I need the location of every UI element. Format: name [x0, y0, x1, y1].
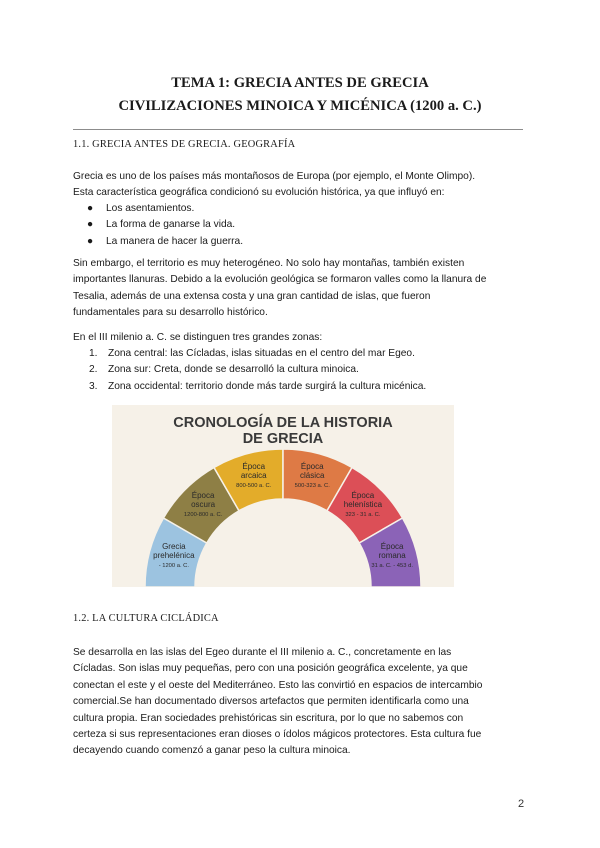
- segment-label-line: Época: [242, 461, 266, 471]
- segment-label-line: prehelénica: [153, 550, 195, 560]
- text-line: decayendo cuando comenzó a ganar peso la cultura minoica.: [73, 745, 351, 757]
- segment-label-line: Época: [191, 491, 215, 501]
- title-divider: [73, 129, 523, 130]
- list-item: [73, 379, 533, 395]
- paragraph-zones-intro: [73, 330, 533, 346]
- bullet-icon: ●: [87, 219, 94, 231]
- segment-label-line: 1200-800 a. C.: [183, 512, 223, 519]
- segment-label-line: Época: [300, 461, 324, 471]
- list-number: 1.: [89, 348, 98, 359]
- chronology-figure: [112, 405, 454, 587]
- list-number: 2.: [89, 364, 98, 376]
- figure-title-line2: DE GRECIA: [242, 431, 324, 447]
- text-line: fundamentales para su desarrollo histórico.: [73, 307, 268, 319]
- list-item-text: Los asentamientos.: [106, 203, 195, 214]
- list-item-text: Zona sur: Creta, donde se desarrolló la cultura minoica.: [108, 364, 359, 376]
- text-line: certeza si sus representaciones eran dioses o ídolos mágicos protectores. Esta cultura fue: [73, 729, 482, 741]
- chronology-segments: [145, 449, 421, 587]
- segment-label-line: 31 a. C. - 453 d.: [371, 562, 413, 569]
- bullet-icon: ●: [87, 235, 94, 247]
- text-line: importantes llanuras. Debido a la evolución geológica se formaron valles como la llanura de: [73, 274, 487, 286]
- list-item-text: La forma de ganarse la vida.: [106, 219, 236, 231]
- segment-label-line: 500-323 a. C.: [294, 482, 330, 489]
- list-item: [73, 346, 533, 362]
- segment-label-line: Grecia: [162, 541, 186, 551]
- text-line: Esta característica geográfica condicionó su evolución histórica, ya que influyó en:: [73, 187, 445, 199]
- list-item-text: Zona central: las Cícladas, islas situadas en el centro del mar Egeo.: [108, 348, 415, 359]
- text-line: Tesalia, además de una extensa costa y una gran cantidad de islas, que fueron: [73, 290, 431, 302]
- segment-label-line: Época: [351, 491, 375, 501]
- text-line: Grecia es uno de los países más montañosos de Europa (por ejemplo, el Monte Olimpo).: [73, 171, 476, 182]
- text-line: En el III milenio a. C. se distinguen tres grandes zonas:: [73, 332, 323, 343]
- paragraph-intro: [73, 169, 533, 202]
- list-number: 3.: [89, 380, 98, 392]
- page-number: 2: [518, 798, 525, 810]
- text-line: Sin embargo, el territorio es muy heterogéneo. No solo hay montañas, también existen: [73, 258, 465, 269]
- segment-label-line: oscura: [191, 500, 216, 510]
- numbered-list-zones: [73, 346, 533, 395]
- bullet-list-influences: [73, 201, 533, 250]
- text-line: Se desarrolla en las islas del Egeo durante el III milenio a. C., concretamente en las: [73, 647, 452, 658]
- segment-label-line: helenística: [343, 500, 383, 510]
- text-line: Cícladas. Son islas muy pequeñas, pero con una posición geográfica excelente, ya que: [73, 663, 468, 675]
- list-item: [73, 234, 533, 250]
- segment-label-line: romana: [378, 550, 406, 560]
- chronology-diagram: [112, 405, 454, 587]
- segment-label-line: Época: [380, 541, 404, 551]
- list-item-text: La manera de hacer la guerra.: [106, 235, 244, 247]
- list-item: [73, 362, 533, 378]
- list-item: [73, 217, 533, 233]
- figure-title: CRONOLOGÍA DE LA HISTORIA: [173, 415, 393, 431]
- segment-label-line: clásica: [300, 470, 325, 480]
- page-subtitle: CIVILIZACIONES MINOICA Y MICÉNICA (1200 a. C.): [118, 98, 482, 114]
- segment-label-line: - 1200 a. C.: [158, 562, 189, 569]
- text-line: conectan el este y el oeste del Mediterráneo. Esto las convirtió en espacios de intercambio: [73, 679, 483, 691]
- segment-label-line: 800-500 a. C.: [236, 482, 272, 489]
- segment-label-line: arcaica: [240, 470, 267, 480]
- text-line: cultura propia. Eran sociedades prehistóricas sin escritura, por lo que no sabemos con: [73, 712, 464, 724]
- page-title: TEMA 1: GRECIA ANTES DE GRECIA: [171, 75, 429, 91]
- section-heading-cicladica: 1.2. LA CULTURA CICLÁDICA: [73, 613, 219, 624]
- text-line: comercial.Se han documentado diversos artefactos que permiten identificarla como una: [73, 696, 469, 708]
- paragraph-cicladica: [73, 645, 533, 760]
- list-item: [73, 201, 533, 217]
- segment-label-line: 323 - 31 a. C.: [345, 512, 381, 519]
- section-heading-geografia: 1.1. GRECIA ANTES DE GRECIA. GEOGRAFÍA: [73, 139, 296, 150]
- list-item-text: Zona occidental: territorio donde más tarde surgirá la cultura micénica.: [108, 380, 427, 392]
- paragraph-territory: [73, 256, 533, 322]
- bullet-icon: ●: [87, 203, 94, 214]
